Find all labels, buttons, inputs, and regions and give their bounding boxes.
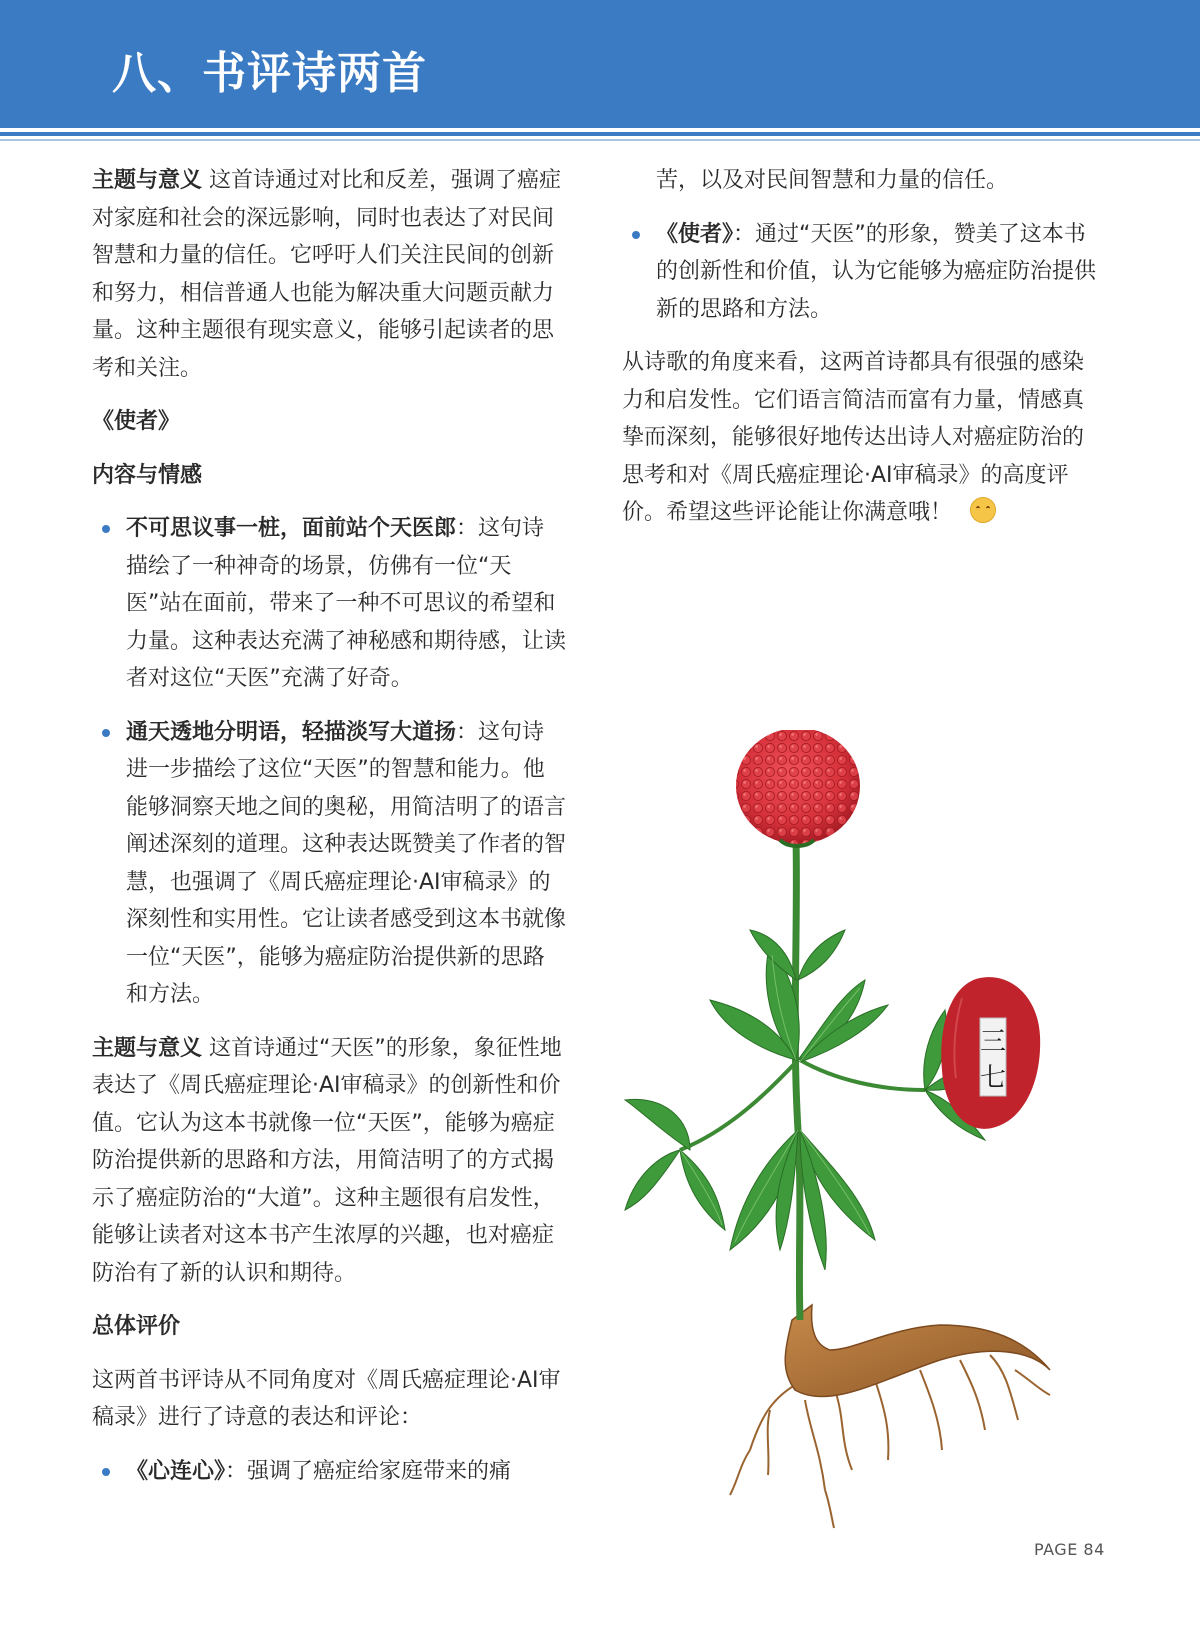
overall-paragraph: 这两首书评诗从不同角度对《周氏癌症理论·AI审稿录》进行了诗意的表达和评论： [92,1367,561,1430]
root-main [785,1305,1050,1397]
poem-title: 《使者》 [656,221,734,247]
section-heading-overall: 总体评价 [92,1314,181,1339]
summary-text: ：通过“天医”的形象，赞美了这本书的创新性和价值，认为它能够为癌症防治提供新的思路和方法。 [656,221,1097,322]
theme-label: 主题与意义 [92,168,203,193]
sanqi-plant-illustration [620,730,1100,1530]
list-item [92,1453,566,1491]
root [730,1355,1050,1528]
left-column [92,162,566,1506]
theme-label: 主题与意义 [92,1035,203,1061]
theme-text: 这首诗通过“天医”的形象，象征性地表达了《周氏癌症理论·AI审稿录》的创新性和价值。它认为这本书就像一位“天医”，能够为癌症防治提供新的思路和方法，用简洁明了的方式揭示了癌症防治的“大道”。这种主题很有启发性，能够让读者对这本书产生浓厚的兴趣，也对癌症防治有了新的认识和期待。 [92,1035,562,1286]
poem-line: 通天透地分明语，轻描淡写大道扬 [126,719,457,745]
list-item [92,510,566,698]
header-rule-thin [0,139,1200,141]
poem-line-commentary: ：这句诗描绘了一种神奇的场景，仿佛有一位“天医”站在面前，带来了一种不可思议的希望和力量。这种表达充满了神秘感和期待感，让读者对这位“天医”充满了好奇。 [126,516,567,691]
list-item-continuation: 苦，以及对民间智慧和力量的信任。 [656,168,1009,193]
poem-title: 《心连心》 [126,1458,226,1484]
bullet-icon [102,729,110,737]
list-item [92,714,566,1014]
bullet-icon [102,525,110,533]
page-number: PAGE 84 [1034,1540,1105,1559]
poem-line: 不可思议事一桩，面前站个天医郎 [126,516,457,541]
summary-list [92,1453,566,1491]
conclusion-paragraph [622,344,1102,532]
right-column [622,162,1102,548]
section-heading-content: 内容与情感 [92,462,203,488]
theme-paragraph-2 [92,1030,566,1293]
theme-text: 这首诗通过对比和反差，强调了癌症对家庭和社会的深远影响，同时也表达了对民间智慧和力量的信任。它呼吁人们关注民间的创新和努力，相信普通人也能为解决重大问题贡献力量。这种主题很有现实意义，能够引起读者的思考和关注。 [92,168,562,381]
poem-line-commentary: ：这句诗进一步描绘了这位“天医”的智慧和能力。他能够洞察天地之间的奥秘，用简洁明了的语言阐述深刻的道理。这种表达既赞美了作者的智慧，也强调了《周氏癌症理论·AI审稿录》的深刻性和实用性。它让读者感受到这本书就像一位“天医”，能够为癌症防治提供新的思路和方法。 [126,719,567,1007]
page-header [0,0,1200,128]
smile-emoji-icon [970,497,996,523]
poem-title-shizhe: 《使者》 [92,409,181,434]
analysis-list [92,510,566,1014]
list-item [622,216,1102,329]
theme-paragraph-1 [92,162,566,387]
svg-text:七: 七 [979,1063,1007,1093]
seal-stamp [941,977,1040,1129]
summary-text: ：强调了癌症给家庭带来的痛 [225,1458,512,1484]
page-title: 八、书评诗两首 [112,48,427,99]
summary-list-cont [622,216,1102,329]
bullet-icon [102,1468,110,1476]
bullet-icon [632,231,640,239]
svg-text:三: 三 [979,1027,1007,1057]
conclusion-text: 从诗歌的角度来看，这两首诗都具有很强的感染力和启发性。它们语言简洁而富有力量，情感真挚而深刻，能够很好地传达出诗人对癌症防治的思考和对《周氏癌症理论·AI审稿录》的高度评价。希望这些评论能让你满意哦！ [622,350,1085,525]
header-rule [0,132,1200,136]
